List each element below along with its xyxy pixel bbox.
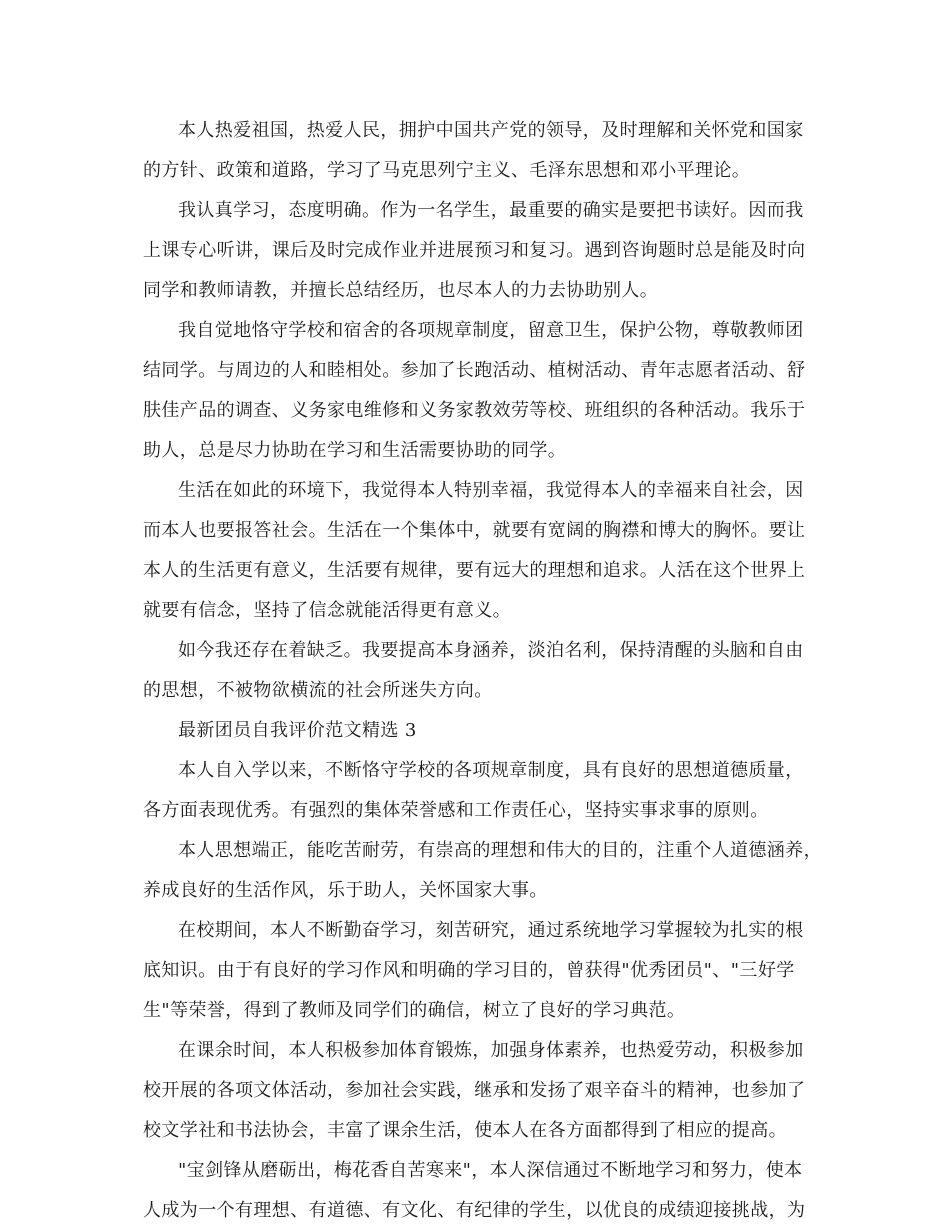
paragraph-line: 的方针、政策和道路，学习了马克思列宁主义、毛泽东思想和邓小平理论。 (143, 160, 751, 181)
paragraph-line: 如今我还存在着缺乏。我要提高本身涵养，淡泊名利，保持清醒的头脑和自由 (178, 640, 804, 661)
paragraph-line: 校开展的各项文体活动，参加社会实践，继承和发扬了艰辛奋斗的精神，也参加了 (143, 1080, 806, 1101)
paragraph-line: 我自觉地恪守学校和宿舍的各项规章制度，留意卫生，保护公物，尊敬教师团 (178, 320, 804, 341)
paragraph-line: 的思想，不被物欲横流的社会所迷失方向。 (143, 680, 493, 701)
paragraph-line: 本人热爱祖国，热爱人民，拥护中国共产党的领导，及时理解和关怀党和国家 (178, 120, 804, 141)
section-heading: 最新团员自我评价范文精选 3 (178, 720, 417, 741)
paragraph-line: 同学和教师请教，并擅长总结经历，也尽本人的力去协助别人。 (143, 280, 659, 301)
paragraph-line: 肤佳产品的调查、义务家电维修和义务家教效劳等校、班组织的各种活动。我乐于 (143, 400, 806, 421)
paragraph-line: 各方面表现优秀。有强烈的集体荣誉感和工作责任心，坚持实事求事的原则。 (143, 800, 769, 821)
paragraph-line: 校文学社和书法协会，丰富了课余生活，使本人在各方面都得到了相应的提高。 (143, 1120, 787, 1141)
paragraph-line: 人成为一个有理想、有道德、有文化、有纪律的学生，以优良的成绩迎接挑战，为 (143, 1200, 806, 1221)
paragraph-line: 本人思想端正，能吃苦耐劳，有崇高的理想和伟大的目的，注重个人道德涵养， (178, 840, 822, 861)
paragraph-line: 结同学。与周边的人和睦相处。参加了长跑活动、植树活动、青年志愿者活动、舒 (143, 360, 806, 381)
paragraph-line: 而本人也要报答社会。生活在一个集体中，就要有宽阔的胸襟和博大的胸怀。要让 (143, 520, 806, 541)
paragraph-line: 本人自入学以来，不断恪守学校的各项规章制度，具有良好的思想道德质量， (178, 760, 804, 781)
paragraph-line: 生"等荣誉，得到了教师及同学们的确信，树立了良好的学习典范。 (143, 1000, 686, 1021)
paragraph-line: 在校期间，本人不断勤奋学习，刻苦研究，通过系统地学习掌握较为扎实的根 (178, 920, 804, 941)
paragraph-line: 助人，总是尽力协助在学习和生活需要协助的同学。 (143, 440, 567, 461)
paragraph-line: 底知识。由于有良好的学习作风和明确的学习目的，曾获得"优秀团员"、"三好学 (143, 960, 795, 981)
paragraph-line: 生活在如此的环境下，我觉得本人特别幸福，我觉得本人的幸福来自社会，因 (178, 480, 804, 501)
paragraph-line: "宝剑锋从磨砺出，梅花香自苦寒来"，本人深信通过不断地学习和努力，使本 (178, 1160, 803, 1181)
paragraph-line: 我认真学习，态度明确。作为一名学生，最重要的确实是要把书读好。因而我 (178, 200, 804, 221)
paragraph-line: 就要有信念，坚持了信念就能活得更有意义。 (143, 600, 511, 621)
paragraph-line: 养成良好的生活作风，乐于助人，关怀国家大事。 (143, 880, 548, 901)
paragraph-line: 上课专心听讲，课后及时完成作业并进展预习和复习。遇到咨询题时总是能及时向 (143, 240, 806, 261)
paragraph-line: 本人的生活更有意义，生活要有规律，要有远大的理想和追求。人活在这个世界上 (143, 560, 806, 581)
paragraph-line: 在课余时间，本人积极参加体育锻炼，加强身体素养，也热爱劳动，积极参加 (178, 1040, 804, 1061)
